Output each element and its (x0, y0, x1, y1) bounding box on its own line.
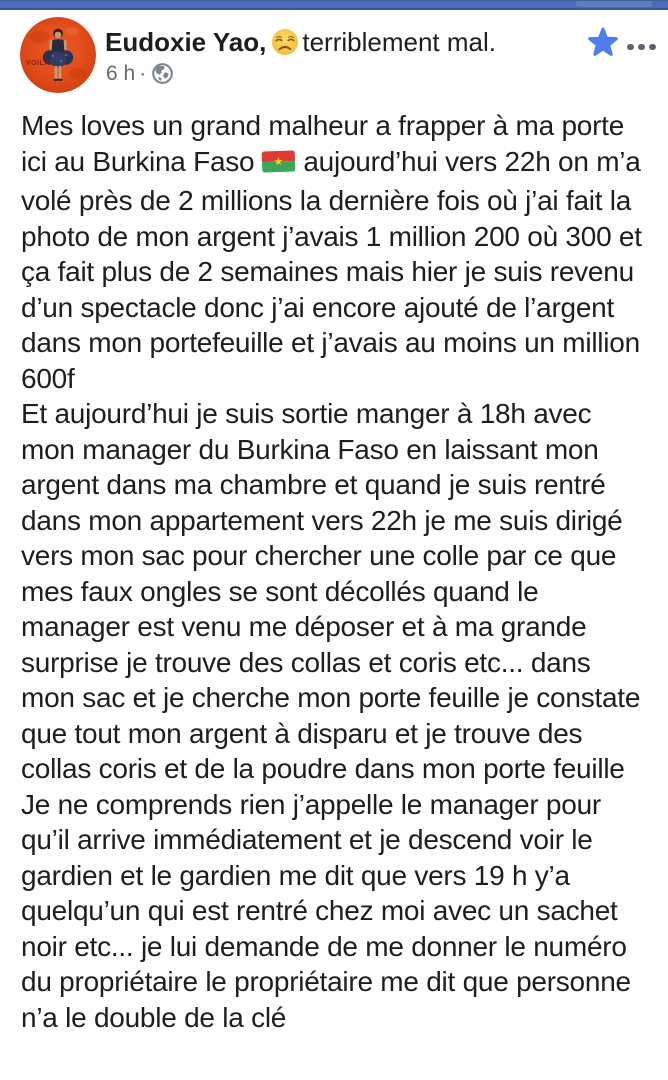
post-text-before-flag: Mes loves un grand malheur a frapper à ma porte ici au Burkina Faso (21, 110, 625, 177)
feeling-text: terriblement mal. (302, 27, 496, 57)
post-text-after-flag: aujourd’hui vers 22h on m’a volé près de 2 millions la dernière fois où j’ai fait la photo de mon argent j’avais 1 million 200 où 300 et ça fait plus de 2 semaines mais hier je suis revenu d’un spectacle donc j’ai encore ajouté de l’argent dans mon portefeuille et j’avais au moins un million 600f (21, 145, 642, 394)
star-icon (587, 26, 619, 58)
status-bar (0, 0, 668, 10)
ellipsis-icon (627, 44, 634, 51)
burkina-faso-flag-emoji (260, 148, 297, 184)
status-bar-highlight (576, 1, 652, 7)
avatar-image (20, 17, 96, 93)
post-header (0, 10, 668, 108)
favorite-star-button[interactable] (586, 26, 620, 60)
post-paragraph-3: Je ne comprends rien j’appelle le manager pour qu’il arrive immédiatement et je descend voir le gardien et le gardien me dit que vers 19 h y’a quelqu’un qui est rentré chez moi avec un sachet noir etc... je lui demande de me donner le numéro du propriétaire le propriétaire me dit que personne n’a le double de la clé (21, 788, 631, 1033)
avatar-watermark-text: VOILA (26, 60, 50, 67)
author-name[interactable]: Eudoxie Yao, (105, 27, 267, 57)
ellipsis-icon (638, 44, 645, 51)
ellipsis-icon (649, 44, 656, 51)
post-paragraph-2: Et aujourd’hui je suis sortie manger à 18h avec mon manager du Burkina Faso en laissant mon argent dans ma chambre et quand je suis rentré dans mon appartement vers 22h je me suis dirigé vers mon sac pour chercher une colle par ce que mes faux ongles se sont décollés quand le manager est venu me déposer et à ma grande surprise je trouve des collas et coris etc... dans mon sac et je cherche mon porte feuille je constate que tout mon argent à disparu et je trouve des collas coris et de la poudre dans mon porte feuille (21, 398, 641, 784)
more-options-button[interactable] (627, 37, 661, 57)
post-meta (106, 61, 173, 87)
post-byline (105, 25, 575, 59)
post-paragraph-1 (21, 108, 649, 396)
timestamp[interactable]: 6 h (106, 62, 136, 85)
globe-public-icon (152, 63, 173, 84)
avatar[interactable] (20, 17, 96, 93)
disappointed-face-emoji (271, 28, 299, 56)
meta-separator: · (139, 62, 147, 85)
post-body (21, 108, 649, 1035)
